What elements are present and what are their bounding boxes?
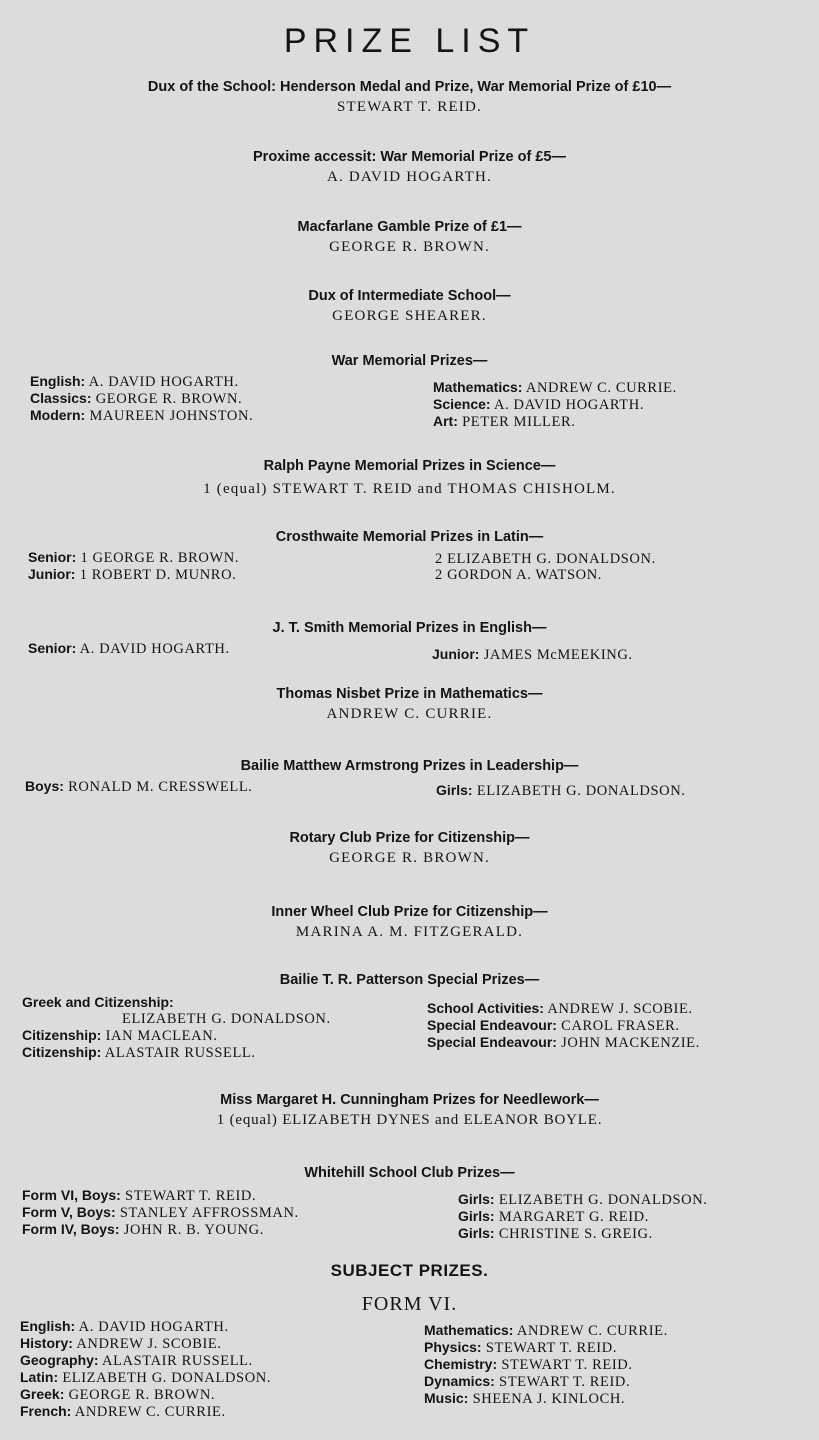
jt-smith-senior: Senior: A. DAVID HOGARTH. [28, 640, 230, 657]
prize-line: English: A. DAVID HOGARTH. [20, 1318, 229, 1335]
war-memorial-section [0, 352, 819, 433]
subject-prizes-right [424, 1322, 668, 1407]
dux-winner: STEWART T. REID. [337, 99, 482, 115]
dux-heading: Dux of the School: Henderson Medal and Prize, War Memorial Prize of £10— [147, 79, 672, 95]
prize-line: Music: SHEENA J. KINLOCH. [424, 1390, 626, 1407]
war-memorial-left [30, 373, 253, 424]
prize-line: English: A. DAVID HOGARTH. [30, 373, 239, 390]
proxime-section [0, 148, 819, 187]
intermediate-heading: Dux of Intermediate School— [308, 288, 511, 304]
prize-line: Science: A. DAVID HOGARTH. [433, 396, 645, 413]
macfarlane-section [0, 218, 819, 257]
prize-line: Classics: GEORGE R. BROWN. [30, 390, 243, 407]
ralph-payne-section [0, 457, 819, 499]
prize-line: Form VI, Boys: STEWART T. REID. [22, 1187, 257, 1204]
form-vi-heading: FORM VI. [361, 1293, 458, 1315]
macfarlane-heading: Macfarlane Gamble Prize of £1— [297, 219, 522, 235]
prize-line: Modern: MAUREEN JOHNSTON. [30, 407, 254, 424]
proxime-heading: Proxime accessit: War Memorial Prize of £5— [253, 149, 566, 165]
jt-smith-heading: J. T. Smith Memorial Prizes in English— [272, 620, 547, 636]
prize-line: Junior: 1 ROBERT D. MUNRO. [28, 566, 237, 583]
armstrong-boys: Boys: RONALD M. CRESSWELL. [25, 778, 253, 795]
macfarlane-winner: GEORGE R. BROWN. [329, 239, 490, 255]
subject-prizes-heading: SUBJECT PRIZES. [330, 1261, 489, 1280]
inner-wheel-section [0, 903, 819, 942]
jt-smith-section [0, 619, 819, 662]
patterson-right [427, 1000, 700, 1051]
nisbet-winner: ANDREW C. CURRIE. [326, 706, 493, 722]
whitehill-section [0, 1164, 819, 1242]
prize-line: School Activities: ANDREW J. SCOBIE. [427, 1000, 693, 1017]
prize-line: Form V, Boys: STANLEY AFFROSSMAN. [22, 1204, 299, 1221]
crosthwaite-right [435, 551, 656, 583]
prize-line: Greek: GEORGE R. BROWN. [20, 1386, 216, 1403]
prize-line: Geography: ALASTAIR RUSSELL. [20, 1352, 253, 1369]
prize-line: Latin: ELIZABETH G. DONALDSON. [20, 1369, 272, 1386]
rotary-winner: GEORGE R. BROWN. [329, 850, 490, 866]
ralph-payne-heading: Ralph Payne Memorial Prizes in Science— [263, 458, 556, 474]
whitehill-heading: Whitehill School Club Prizes— [304, 1165, 515, 1181]
prize-line: Special Endeavour: CAROL FRASER. [427, 1017, 680, 1034]
page-title: PRIZE LIST [283, 22, 536, 60]
cunningham-heading: Miss Margaret H. Cunningham Prizes for Needlework— [220, 1092, 599, 1108]
crosthwaite-section [0, 528, 819, 585]
prize-line: Citizenship: IAN MACLEAN. [22, 1027, 218, 1044]
war-memorial-right [433, 379, 677, 430]
inner-wheel-winner: MARINA A. M. FITZGERALD. [295, 924, 524, 940]
prize-line: French: ANDREW C. CURRIE. [20, 1403, 226, 1420]
war-memorial-heading: War Memorial Prizes— [331, 353, 488, 369]
prize-line: Citizenship: ALASTAIR RUSSELL. [22, 1044, 256, 1061]
subject-prizes-section [0, 1261, 819, 1418]
prize-line: Art: PETER MILLER. [433, 413, 576, 430]
armstrong-girls: Girls: ELIZABETH G. DONALDSON. [436, 782, 686, 799]
subject-prizes-left [20, 1318, 271, 1420]
prize-line: Form IV, Boys: JOHN R. B. YOUNG. [22, 1221, 264, 1238]
whitehill-boys [22, 1187, 299, 1238]
proxime-winner: A. DAVID HOGARTH. [326, 169, 493, 185]
prize-line: Chemistry: STEWART T. REID. [424, 1356, 633, 1373]
intermediate-winner: GEORGE SHEARER. [332, 308, 487, 324]
dux-section [0, 78, 819, 117]
prize-line: Girls: ELIZABETH G. DONALDSON. [458, 1191, 708, 1208]
prize-line: Senior: 1 GEORGE R. BROWN. [28, 549, 240, 566]
patterson-heading: Bailie T. R. Patterson Special Prizes— [279, 972, 540, 988]
prize-line: Girls: CHRISTINE S. GREIG. [458, 1225, 653, 1242]
rotary-section [0, 829, 819, 868]
prize-line: Mathematics: ANDREW C. CURRIE. [433, 379, 677, 396]
crosthwaite-heading: Crosthwaite Memorial Prizes in Latin— [275, 529, 544, 545]
crosthwaite-left [28, 549, 239, 583]
cunningham-winners: 1 (equal) ELIZABETH DYNES and ELEANOR BOYLE. [216, 1112, 603, 1128]
prize-line: Physics: STEWART T. REID. [424, 1339, 617, 1356]
rotary-heading: Rotary Club Prize for Citizenship— [289, 830, 530, 846]
patterson-left: Greek and Citizenship: ELIZABETH G. DONALDSON. Citizenship: IAN MACLEAN. Citizenship: ALASTAIR RUSSELL. [22, 994, 331, 1061]
armstrong-heading: Bailie Matthew Armstrong Prizes in Leadership— [240, 758, 579, 774]
prize-line: Mathematics: ANDREW C. CURRIE. [424, 1322, 668, 1339]
cunningham-section [0, 1091, 819, 1130]
armstrong-section [0, 757, 819, 800]
prize-line: Special Endeavour: JOHN MACKENZIE. [427, 1034, 700, 1051]
inner-wheel-heading: Inner Wheel Club Prize for Citizenship— [271, 904, 548, 920]
prize-line: Girls: MARGARET G. REID. [458, 1208, 649, 1225]
prize-line: Dynamics: STEWART T. REID. [424, 1373, 631, 1390]
patterson-section [0, 971, 819, 1074]
nisbet-heading: Thomas Nisbet Prize in Mathematics— [276, 686, 543, 702]
intermediate-section [0, 287, 819, 326]
prize-line: 2 ELIZABETH G. DONALDSON. [435, 551, 656, 567]
ralph-payne-winners: 1 (equal) STEWART T. REID and THOMAS CHISHOLM. [203, 481, 616, 497]
nisbet-section [0, 685, 819, 724]
whitehill-girls [458, 1191, 708, 1242]
prize-line: 2 GORDON A. WATSON. [435, 567, 603, 583]
jt-smith-junior: Junior: JAMES McMEEKING. [432, 646, 633, 663]
prize-line: History: ANDREW J. SCOBIE. [20, 1335, 222, 1352]
